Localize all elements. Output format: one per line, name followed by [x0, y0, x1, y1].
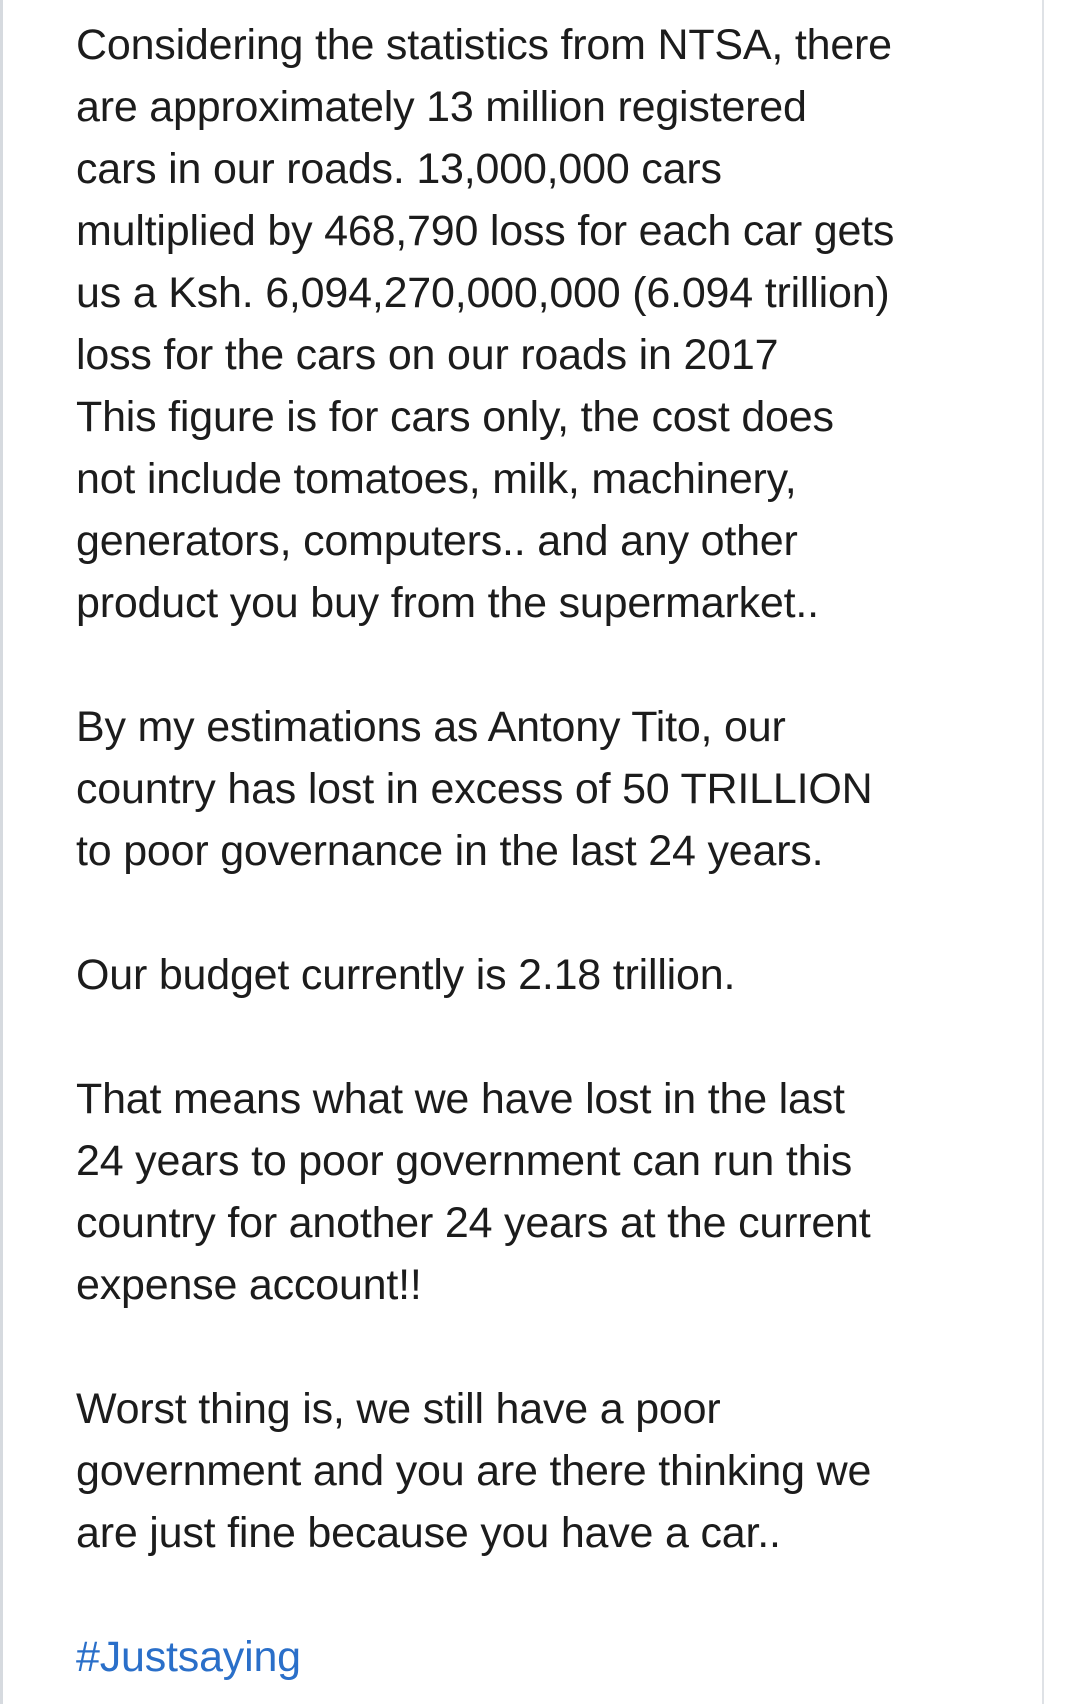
paragraph-1 — [76, 14, 1036, 634]
hashtag-link[interactable]: #Justsaying — [76, 1633, 301, 1681]
paragraph-spacer — [76, 1564, 1036, 1626]
post-text-line: multiplied by 468,790 loss for each car gets — [76, 207, 895, 255]
post-text-line: Considering the statistics from NTSA, there — [76, 21, 892, 69]
post-text-line: This figure is for cars only, the cost does — [76, 393, 834, 441]
paragraph-spacer — [76, 882, 1036, 944]
paragraph-2 — [76, 696, 1036, 882]
post-body — [76, 14, 1036, 1688]
paragraph-3 — [76, 944, 1036, 1006]
post-text-line: 24 years to poor government can run this — [76, 1137, 852, 1185]
post-text-line: are approximately 13 million registered — [76, 83, 807, 131]
post-text-line: cars in our roads. 13,000,000 cars — [76, 145, 722, 193]
right-gutter — [1044, 0, 1078, 1704]
post-text-line: By my estimations as Antony Tito, our — [76, 703, 786, 751]
hashtag-line — [76, 1626, 1036, 1688]
left-border — [0, 0, 3, 1704]
post-text-line: loss for the cars on our roads in 2017 — [76, 331, 779, 379]
post-text-line: Worst thing is, we still have a poor — [76, 1385, 721, 1433]
post-text-line: country has lost in excess of 50 TRILLION — [76, 765, 873, 813]
post-text-line: country for another 24 years at the current — [76, 1199, 871, 1247]
post-text-line: to poor governance in the last 24 years. — [76, 827, 824, 875]
post-text-line: government and you are there thinking we — [76, 1447, 872, 1495]
post-text-line: are just fine because you have a car.. — [76, 1509, 781, 1557]
paragraph-4 — [76, 1068, 1036, 1316]
post-text-line: not include tomatoes, milk, machinery, — [76, 455, 797, 503]
post-text-line: Our budget currently is 2.18 trillion. — [76, 951, 736, 999]
paragraph-spacer — [76, 1006, 1036, 1068]
post-text-line: us a Ksh. 6,094,270,000,000 (6.094 trillion) — [76, 269, 890, 317]
post-text-line: expense account!! — [76, 1261, 422, 1309]
paragraph-spacer — [76, 1316, 1036, 1378]
paragraph-spacer — [76, 634, 1036, 696]
post-text-line: generators, computers.. and any other — [76, 517, 798, 565]
paragraph-5 — [76, 1378, 1036, 1564]
post-text-line: That means what we have lost in the last — [76, 1075, 845, 1123]
post-text-line: product you buy from the supermarket.. — [76, 579, 819, 627]
